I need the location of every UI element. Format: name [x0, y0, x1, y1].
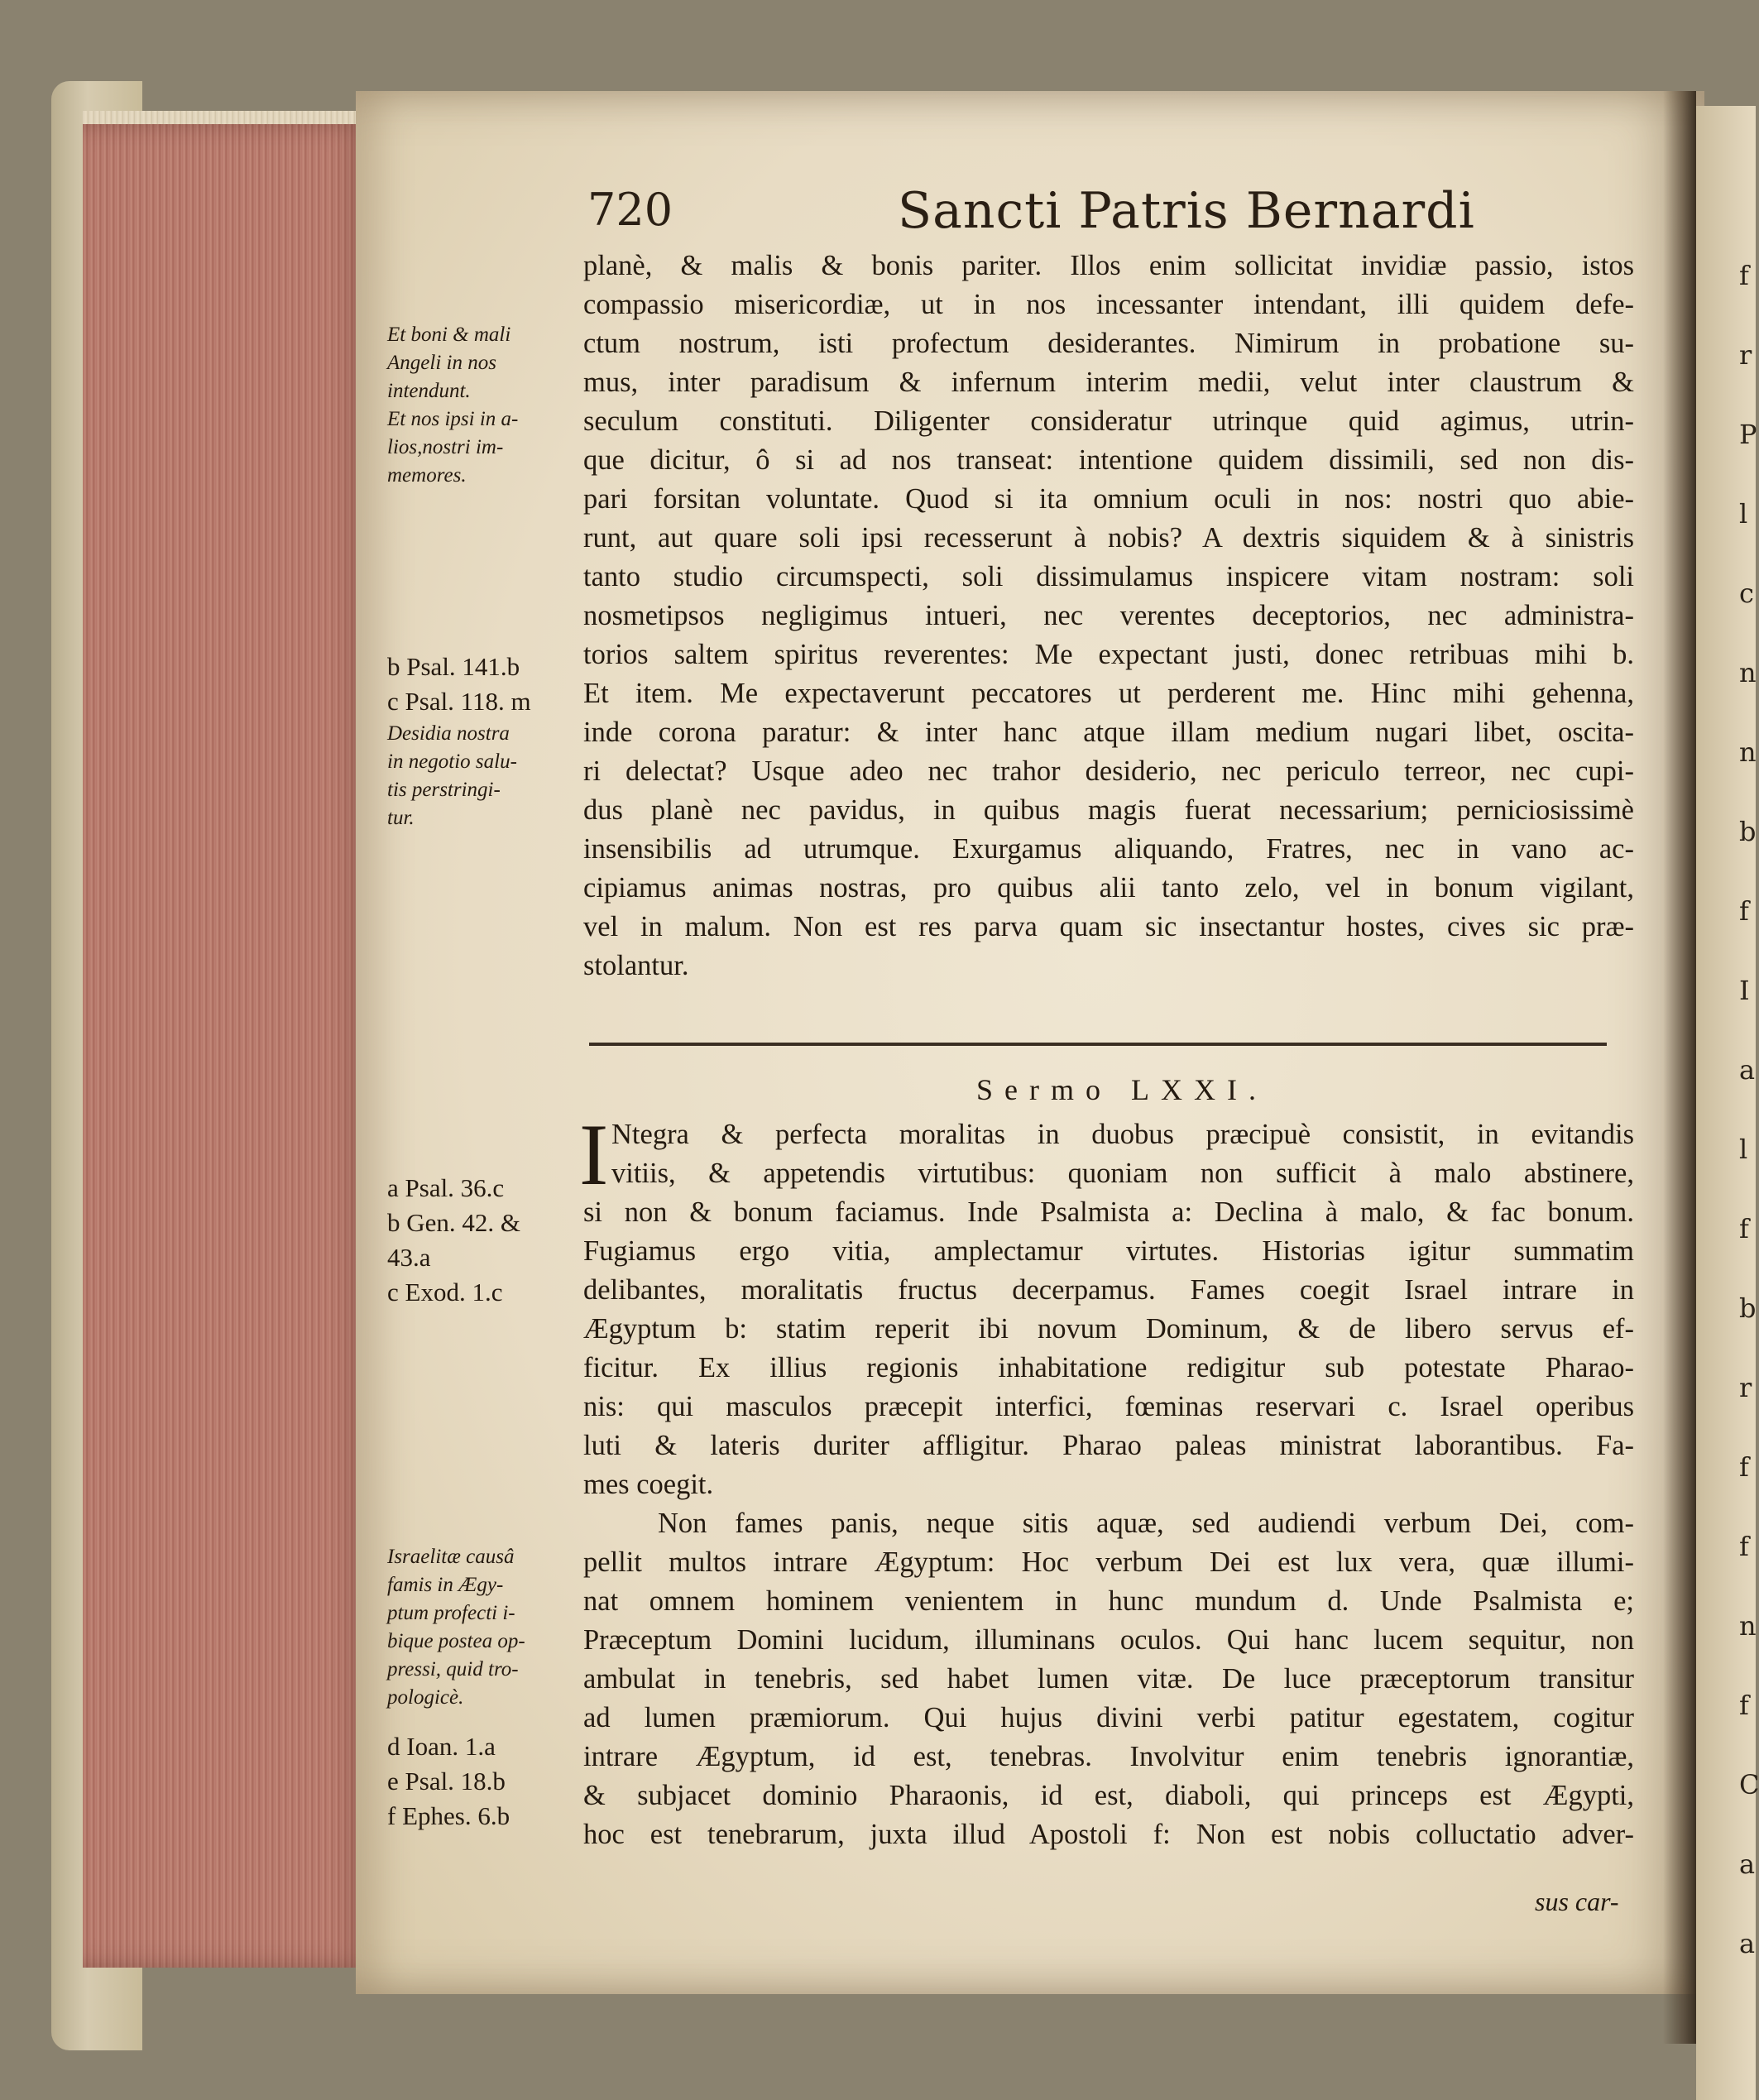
right-page-glyph: a [1739, 1928, 1756, 1959]
margin-refs-1 [387, 650, 578, 719]
text-line: & subjacet dominio Pharaonis, id est, diaboli, qui princeps est Ægypti, [583, 1780, 1634, 1811]
margin-note-line: Israelitæ causâ [387, 1546, 515, 1568]
text-line: torios saltem spiritus reverentes: Me expectant justi, donec retribuas mihi b. [583, 639, 1634, 670]
right-page-glyph: f [1739, 1690, 1749, 1721]
margin-note-line: memores. [387, 464, 467, 487]
page-edges-top [83, 111, 372, 124]
text-line: pari forsitan voluntate. Quod si ita omnium oculi in nos: nostri quo abie- [583, 483, 1634, 515]
text-line: tanto studio circumspecti, soli dissimulamus inspicere vitam nostram: soli [583, 561, 1634, 592]
right-page-glyph: n [1739, 1610, 1757, 1642]
text-line: ficitur. Ex illius regionis inhabitatione redigitur sub potestate Pharao- [583, 1352, 1634, 1383]
text-line: Non fames panis, neque sitis aquæ, sed audiendi verbum Dei, com- [658, 1508, 1634, 1539]
margin-note-line: pologicè. [387, 1686, 464, 1709]
page-edges [83, 122, 372, 1968]
margin-reference: d Ioan. 1.a [387, 1732, 496, 1761]
margin-note-line: ptum profecti i- [387, 1602, 515, 1624]
text-line: planè, & malis & bonis pariter. Illos enim sollicitat invidiæ passio, istos [583, 250, 1634, 281]
margin-note-line: intendunt. [387, 380, 471, 402]
text-line: Præceptum Domini lucidum, illuminans oculos. Qui hanc lucem sequitur, non [583, 1624, 1634, 1656]
text-line: ambulat in tenebris, sed habet lumen vitæ. De luce præceptorum transitur [583, 1663, 1634, 1695]
right-page-glyph: f [1739, 1451, 1749, 1483]
text-line: vitiis, & appetendis virtutibus: quoniam non sufficit à malo abstinere, [611, 1158, 1634, 1189]
margin-reference: f Ephes. 6.b [387, 1801, 510, 1830]
text-line: dus planè nec pavidus, in quibus magis fuerat necessarium; perniciosissimè [583, 794, 1634, 826]
text-line: stolantur. [583, 950, 689, 981]
right-page-glyph: a [1739, 1848, 1756, 1880]
margin-refs-3 [387, 1729, 578, 1834]
text-line: seculum constituti. Diligenter consideratur utrinque quid agimus, utrin- [583, 405, 1634, 437]
text-line: inde corona paratur: & inter hanc atque illam medium nugari libet, oscita- [583, 717, 1634, 748]
right-page-glyph: f [1739, 1213, 1749, 1244]
text-line: Ægyptum b: statim reperit ibi novum Dominum, & de libero servus ef- [583, 1313, 1634, 1345]
text-line: runt, aut quare soli ipsi recesserunt à nobis? A dextris siquidem & à sinistris [583, 522, 1634, 554]
right-page-glyph: f [1739, 260, 1749, 291]
text-line: mus, inter paradisum & infernum interim medii, velut inter claustrum & [583, 367, 1634, 398]
margin-note-line: bique postea op- [387, 1630, 525, 1652]
text-line: intrare Ægyptum, id est, tenebras. Involvitur enim tenebris ignorantiæ, [583, 1741, 1634, 1772]
right-page-glyph: I [1739, 975, 1750, 1006]
text-line: nat omnem hominem venientem in hunc mundum d. Unde Psalmista e; [583, 1585, 1634, 1617]
margin-note-line: Et nos ipsi in a- [387, 408, 519, 430]
text-line: ri delectat? Usque adeo nec trahor desiderio, nec periculo terreor, nec cupi- [583, 755, 1634, 787]
text-line: ctum nostrum, isti profectum desiderantes. Nimirum in probatione su- [583, 328, 1634, 359]
right-page-glyph: f [1739, 1531, 1749, 1562]
drop-cap: I [579, 1106, 609, 1203]
text-line: vel in malum. Non est res parva quam sic insectantur hostes, cives sic præ- [583, 911, 1634, 942]
margin-note-line: tis perstringi- [387, 779, 501, 801]
margin-reference: c Exod. 1.c [387, 1278, 503, 1307]
book-gutter [1663, 91, 1696, 2044]
right-page-glyph: b [1739, 1292, 1757, 1324]
text-line: delibantes, moralitatis fructus decerpamus. Fames coegit Israel intrare in [583, 1274, 1634, 1306]
right-page-glyph: l [1739, 1134, 1748, 1165]
right-page-glyph: P [1739, 419, 1757, 450]
margin-reference: e Psal. 18.b [387, 1767, 506, 1796]
page-number: 720 [587, 184, 673, 236]
text-line: Fugiamus ergo vitia, amplectamur virtutes. Historias igitur summatim [583, 1235, 1634, 1267]
right-page-glyph: n [1739, 736, 1757, 768]
margin-note-line: Desidia nostra [387, 722, 510, 745]
text-line: insensibilis ad utrumque. Exurgamus aliquando, Fratres, nec in vano ac- [583, 833, 1634, 865]
text-line: si non & bonum faciamus. Inde Psalmista a: Declina à malo, & fac bonum. [583, 1196, 1634, 1228]
margin-refs-2 [387, 1171, 578, 1310]
text-line: ad lumen præmiorum. Qui hujus divini verbi patitur egestatem, cogitur [583, 1702, 1634, 1733]
text-line: que dicitur, ô si ad nos transeat: intentione quidem dissimili, sed non dis- [583, 444, 1634, 476]
right-page-glyph: c [1739, 578, 1754, 609]
margin-note-line: famis in Ægy- [387, 1574, 504, 1596]
text-line: hoc est tenebrarum, juxta illud Apostoli f: Non est nobis colluctatio adver- [583, 1819, 1634, 1850]
margin-reference: c Psal. 118. m [387, 687, 531, 716]
right-page-glyph: b [1739, 816, 1757, 847]
margin-note-line: Et boni & mali [387, 324, 511, 346]
margin-note-line: lios,nostri im- [387, 436, 504, 458]
margin-note-line: in negotio salu- [387, 750, 517, 773]
margin-note-low [387, 1543, 578, 1712]
right-page-glyph: l [1739, 498, 1748, 530]
right-page-glyph: r [1739, 1372, 1752, 1403]
margin-reference: b Gen. 42. & [387, 1208, 521, 1237]
catchword: sus car- [1535, 1887, 1619, 1916]
margin-reference: 43.a [387, 1243, 431, 1272]
sermon-title: Sermo LXXI. [976, 1073, 1268, 1106]
text-line: cipiamus animas nostras, pro quibus alii tanto zelo, vel in bonum vigilant, [583, 872, 1634, 904]
text-line: nis: qui masculos præcepit interfici, fœminas reservari c. Israel operibus [583, 1391, 1634, 1422]
right-page-glyph: C [1739, 1769, 1759, 1800]
margin-note-line: Angeli in nos [387, 352, 496, 374]
text-line: Ntegra & perfecta moralitas in duobus præcipuè consistit, in evitandis [611, 1119, 1634, 1150]
margin-note-line: tur. [387, 807, 415, 829]
body-text-bottom [583, 1115, 1634, 1854]
text-line: Et item. Me expectaverunt peccatores ut perderent me. Hinc mihi gehenna, [583, 678, 1634, 709]
margin-note-line: pressi, quid tro- [387, 1658, 519, 1680]
margin-note-mid [387, 720, 578, 832]
body-text-top [583, 247, 1634, 985]
margin-note-top [387, 321, 578, 490]
right-page-fragment [1696, 106, 1759, 2100]
section-rule [589, 1043, 1607, 1046]
margin-reference: b Psal. 141.b [387, 652, 520, 681]
text-line: luti & lateris duriter affligitur. Pharao paleas ministrat laborantibus. Fa- [583, 1430, 1634, 1461]
right-page-glyph: a [1739, 1054, 1756, 1086]
right-page-glyph: n [1739, 657, 1757, 688]
margin-reference: a Psal. 36.c [387, 1173, 505, 1202]
right-page-glyph: f [1739, 895, 1749, 927]
text-line: mes coegit. [583, 1469, 714, 1500]
right-page-glyph: r [1739, 339, 1752, 371]
text-line: pellit multos intrare Ægyptum: Hoc verbum Dei est lux vera, quæ illumi- [583, 1546, 1634, 1578]
text-line: compassio misericordiæ, ut in nos incessanter intendant, illi quidem defe- [583, 289, 1634, 320]
text-line: nosmetipsos negligimus intueri, nec verentes deceptorios, nec administra- [583, 600, 1634, 631]
running-title: Sancti Patris Bernardi [898, 182, 1475, 240]
